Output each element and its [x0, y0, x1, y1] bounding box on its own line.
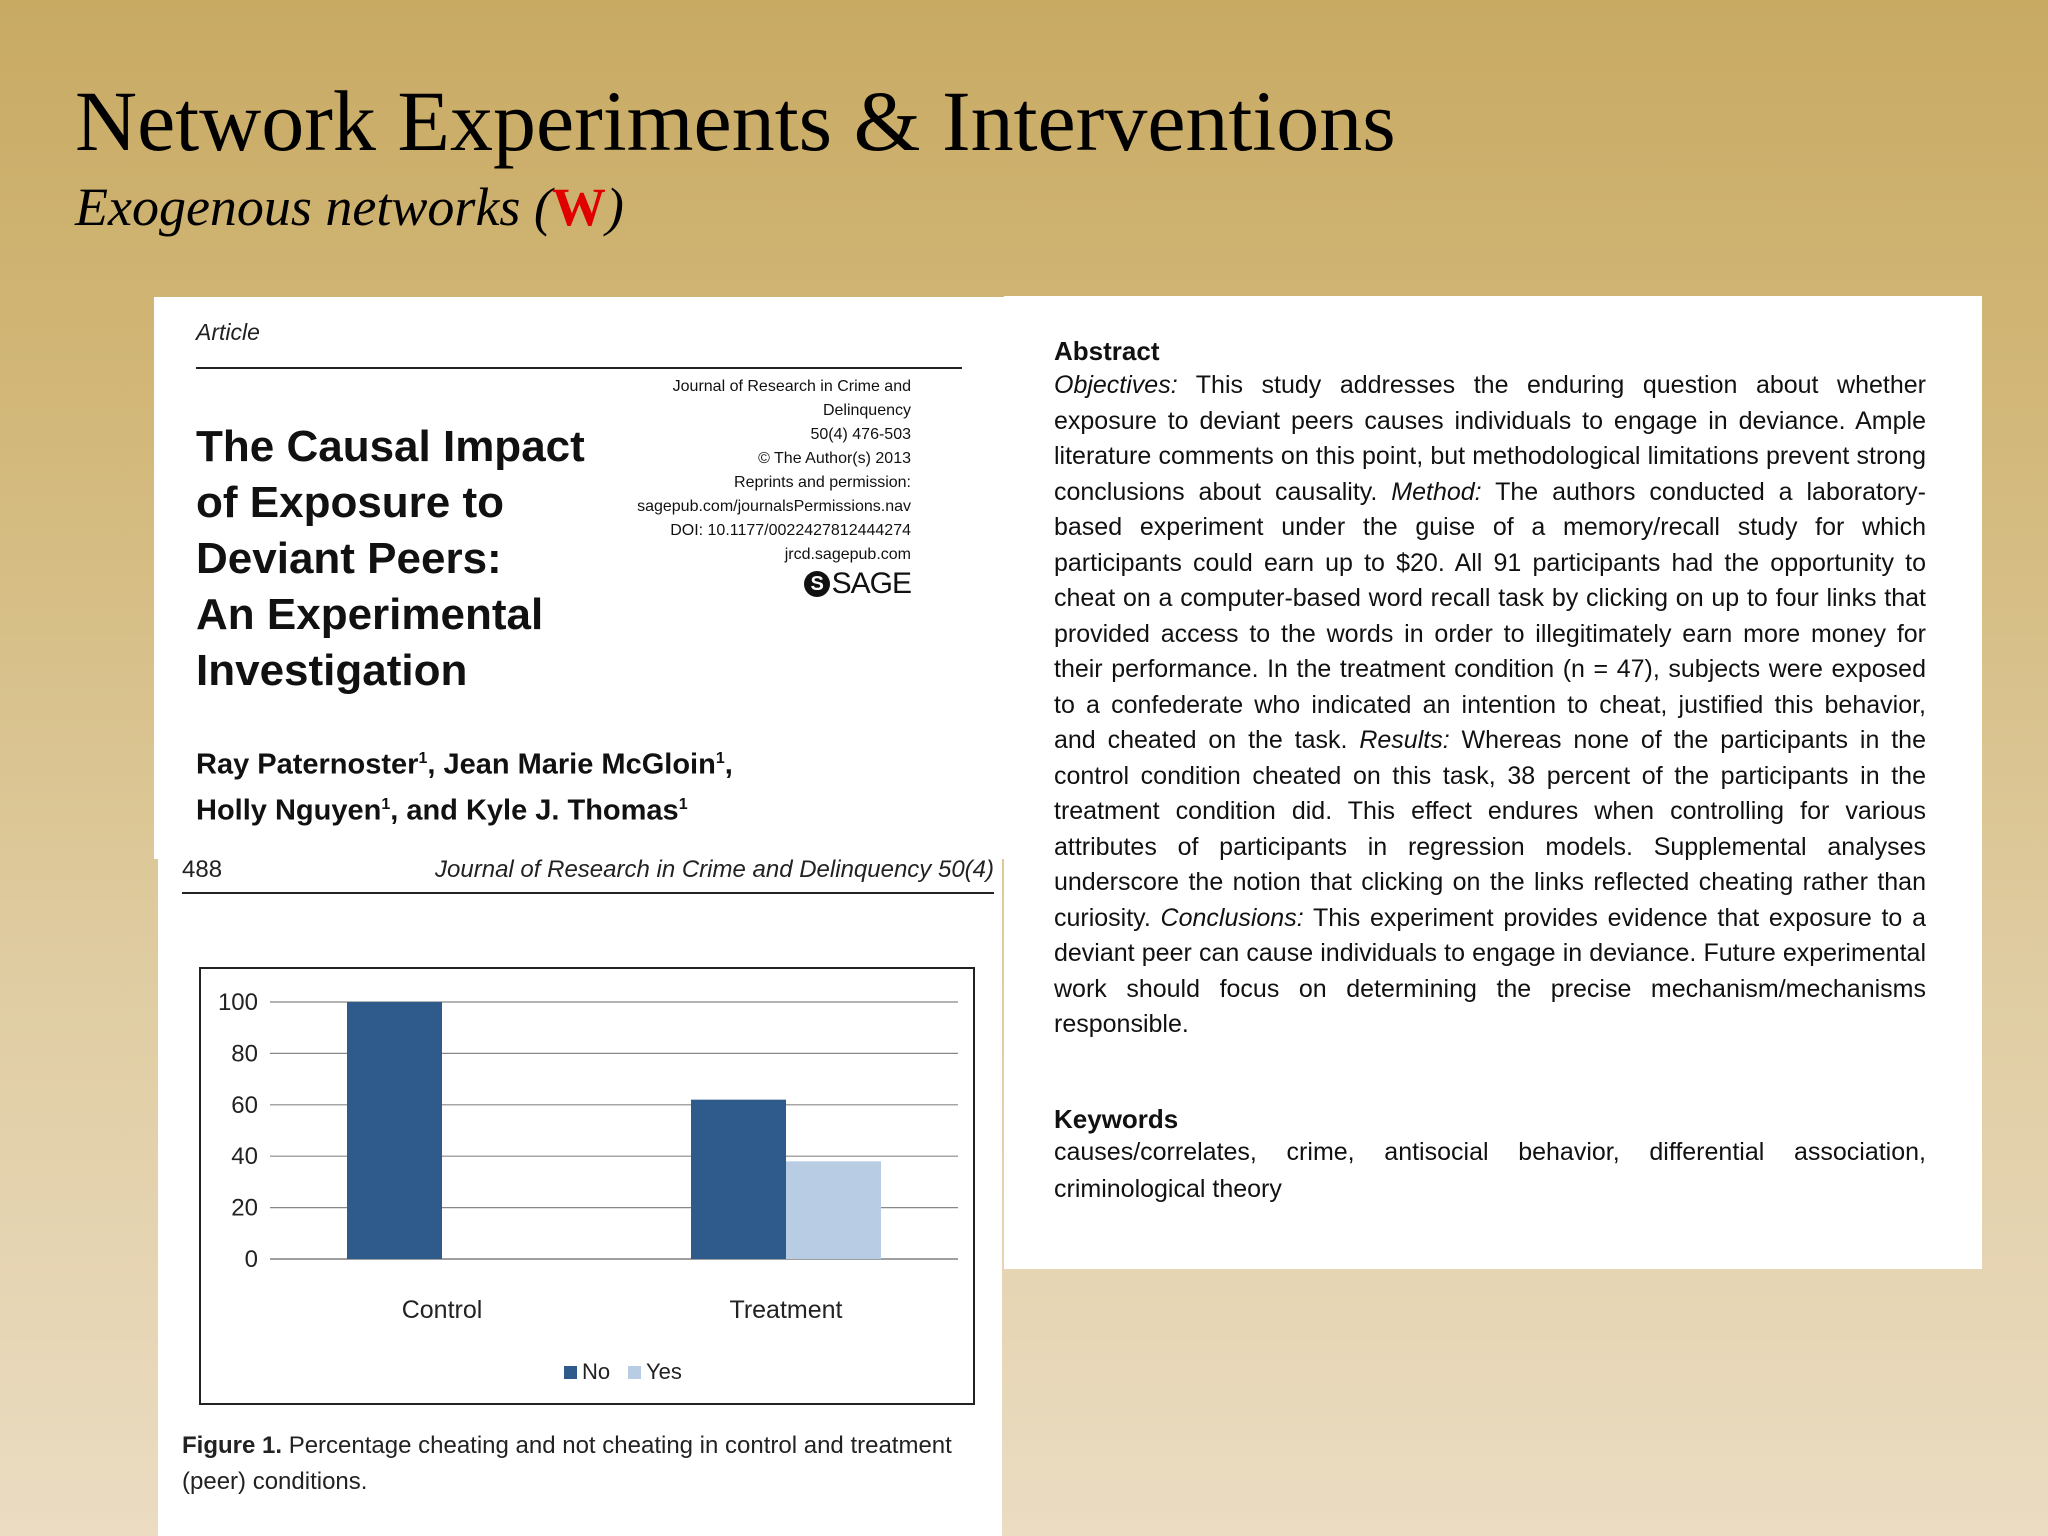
paper-title	[196, 419, 616, 699]
journal-running-head: Journal of Research in Crime and Delinquency 50(4)	[435, 856, 994, 883]
authors-line: Ray Paternoster$^1$, Jean Marie McGloin$^1$,	[196, 748, 733, 781]
paper-title-line: An Experimental	[196, 590, 544, 639]
abstract-results-label: Results:	[1359, 726, 1450, 754]
bar-no	[691, 1100, 786, 1259]
abstract-heading: Abstract	[1054, 336, 1160, 366]
abstract-conclusions-label: Conclusions:	[1160, 903, 1304, 932]
paper-title-line: The Causal Impact	[196, 422, 585, 471]
y-tick-label: 80	[231, 1040, 258, 1068]
journal-info-line: jrcd.sagepub.com	[784, 546, 911, 563]
authors	[196, 739, 816, 830]
authors-line: Holly Nguyen$^1$, and Kyle J. Thomas$^1$	[196, 794, 688, 827]
figure-panel	[158, 856, 1002, 1536]
figure-caption-text: Percentage cheating and not cheating in control and treatment (peer) conditions.	[182, 1432, 952, 1495]
journal-info	[637, 375, 911, 567]
bar-no	[347, 1002, 442, 1259]
legend-label: Yes	[646, 1359, 682, 1384]
y-tick-label: 0	[244, 1246, 258, 1273]
bar-yes	[786, 1161, 881, 1259]
abstract-method-text: The authors conducted a laboratory-based experiment under the guise of a memory/recall study for which participants could earn up to $20. All 91 participants had the opportunity to cheat on a computer-based word recall task by clicking on up to four links that provided access to the words in order to illegitimately earn more money for their performance. In the treatment condition (n = 47), subjects were exposed to a confederate who indicated an intention to cheat, justified this behavior, and cheated on the task.	[1054, 477, 1926, 754]
keywords-heading: Keywords	[1054, 1104, 1179, 1134]
keywords-body: causes/correlates, crime, antisocial behavior, differential association, criminological theory	[1054, 1138, 1926, 1203]
subtitle-close: )	[605, 177, 624, 237]
legend-swatch	[564, 1366, 577, 1379]
figure-caption-label: Figure 1.	[182, 1432, 283, 1459]
journal-info-line: © The Author(s) 2013	[758, 450, 911, 467]
journal-info-line: sagepub.com/journalsPermissions.nav	[637, 498, 911, 515]
journal-info-line: Reprints and permission:	[734, 474, 911, 491]
y-tick-label: 60	[231, 1091, 258, 1119]
abstract-panel	[1004, 296, 1982, 1269]
article-type-label: Article	[196, 319, 260, 345]
article-header-panel	[154, 297, 1004, 859]
paper-title-line: Investigation	[196, 646, 468, 695]
abstract-objectives-label: Objectives:	[1054, 371, 1178, 399]
x-tick-label: Treatment	[729, 1296, 843, 1324]
abstract-objectives-text: This study addresses the enduring question about whether exposure to deviant peers causes individuals to engage in deviance. Ample literature comments on this point, but methodological limitations prevent strong conclusions about causality.	[1054, 371, 1926, 506]
sage-logo	[804, 567, 911, 601]
header-rule	[196, 367, 962, 369]
y-tick-label: 100	[217, 989, 258, 1016]
sage-logo-text: SAGE	[831, 567, 911, 600]
y-tick-label: 40	[231, 1143, 258, 1171]
bar-chart	[158, 856, 1002, 1416]
paper-title-line: Deviant Peers:	[196, 534, 502, 583]
y-tick-label: 20	[231, 1194, 258, 1222]
subtitle-text: Exogenous networks (	[75, 177, 552, 237]
journal-info-line: 50(4) 476-503	[810, 426, 911, 443]
figure-caption	[182, 1428, 982, 1500]
abstract-conclusions-text: This experiment provides evidence that exposure to a deviant peer can cause individuals to engage in deviance. Future experimental work should focus on determining the precise mechanism/mechanisms responsible.	[1054, 903, 1926, 1038]
abstract-results-text: Whereas none of the participants in the control condition cheated on this task, 38 percent of the participants in the treatment condition did. This effect endures when controlling for various attributes of participants in regression models. Supplemental analyses underscore the notion that clicking on the links reflected cheating rather than curiosity.	[1054, 726, 1926, 932]
legend-label: No	[582, 1359, 611, 1384]
page-number: 488	[182, 856, 223, 883]
subtitle-highlight: W	[551, 177, 606, 237]
journal-info-line: Delinquency	[822, 402, 911, 419]
paper-title-line: of Exposure to	[196, 478, 505, 527]
journal-info-line: DOI: 10.1177/0022427812444274	[670, 522, 911, 539]
sage-logo-icon: S	[804, 571, 830, 597]
slide-subtitle	[75, 177, 624, 237]
journal-info-line: Journal of Research in Crime and	[672, 378, 911, 395]
abstract-body	[1054, 368, 1926, 1043]
slide-title: Network Experiments & Interventions	[75, 73, 1396, 169]
x-tick-label: Control	[401, 1296, 483, 1324]
legend-swatch	[628, 1366, 641, 1379]
abstract-method-label: Method:	[1391, 477, 1482, 506]
